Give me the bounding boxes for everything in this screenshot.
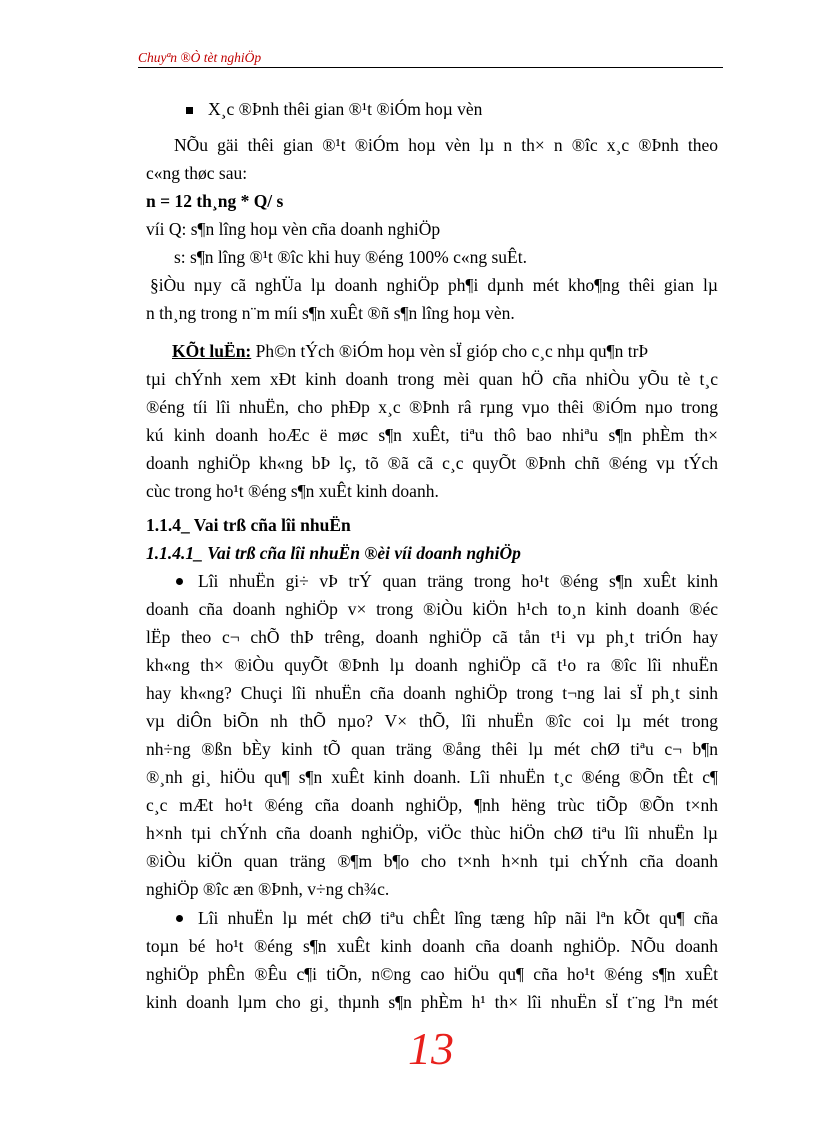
where-line-1: víi Q: s¶n lîng hoµ vèn cña doanh nghiÖp — [146, 219, 441, 239]
header-divider — [138, 67, 723, 68]
paragraph-4-line-8: ®¸nh gi¸ hiÖu qu¶ s¶n xuÊt kinh doanh. Lîi nhuËn t¸c ®éng ®Õn tÊt c¶ — [146, 767, 718, 787]
header-title: Chuyªn ®Ò tèt nghiÖp — [138, 50, 262, 65]
paragraph-4-line-7: nh÷ng ®ßn bÈy kinh tÕ quan träng ®ång thêi lµ mét chØ tiªu c¬ b¶n — [146, 739, 718, 759]
round-bullet-icon — [176, 578, 183, 585]
paragraph-4-line-12: nghiÖp ®îc æn ®Þnh, v÷ng ch¾c. — [146, 879, 390, 899]
paragraph-4-line-11: ®iÒu kiÖn quan träng ®¶m b¶o cho t×nh h×nh tµi chÝnh cña doanh — [146, 851, 718, 871]
paragraph-4-line-9: c¸c mÆt ho¹t ®éng cña doanh nghiÖp, ¶nh hëng trùc tiÕp ®Õn t×nh — [146, 795, 718, 815]
conclusion-text: Ph©n tÝch ®iÓm hoµ vèn sÏ gióp cho c¸c nhµ qu¶n trÞ — [251, 341, 649, 361]
square-bullet-icon — [186, 107, 193, 114]
where-line-2: s: s¶n lîng ®¹t ®îc khi huy ®éng 100% c«ng suÊt. — [174, 247, 527, 267]
paragraph-4-line-5: hay kh«ng? Chuçi lîi nhuËn cña doanh nghiÖp trong t¬ng lai sÏ ph¸t sinh — [146, 683, 718, 703]
paragraph-5-line-3: nghiÖp phÊn ®Êu c¶i tiÕn, n©ng cao hiÖu qu¶ cña ho¹t ®éng s¶n xuÊt — [146, 964, 718, 984]
conclusion-line-2: tµi chÝnh xem xÐt kinh doanh trong mèi quan hÖ cña nhiÒu yÕu tè t¸c — [146, 369, 718, 389]
paragraph-4-line-1: Lîi nhuËn gi÷ vÞ trÝ quan träng trong ho¹t ®éng s¶n xuÊt kinh — [198, 571, 718, 591]
formula: n = 12 th¸ng * Q/ s — [146, 191, 284, 211]
paragraph-2-line-1: §iÒu nµy cã nghÜa lµ doanh nghiÖp ph¶i dµnh mét kho¶ng thêi gian lµ — [150, 275, 718, 295]
paragraph-1-line-1: NÕu gäi thêi gian ®¹t ®iÓm hoµ vèn lµ n th× n ®îc x¸c ®Þnh theo — [174, 135, 718, 155]
section-bullet-text: X¸c ®Þnh thêi gian ®¹t ®iÓm hoµ vèn — [208, 99, 483, 119]
paragraph-4-line-10: h×nh tµi chÝnh cña doanh nghiÖp, viÖc thùc hiÖn chØ tiªu lîi nhuËn lµ — [146, 823, 718, 843]
conclusion-label: KÕt luËn: — [172, 341, 252, 361]
section-heading: 1.1.4_ Vai trß cña lîi nhuËn — [146, 515, 351, 535]
paragraph-5-line-4: kinh doanh lµm cho gi¸ thµnh s¶n phÈm h¹ th× lîi nhuËn sÏ t¨ng lªn mét — [146, 992, 718, 1012]
conclusion-line-1 — [172, 340, 718, 362]
conclusion-line-3: ®éng tíi lîi nhuËn, cho phÐp x¸c ®Þnh râ rµng vµo thêi ®iÓm nµo trong — [146, 397, 718, 417]
paragraph-5-line-1: Lîi nhuËn lµ mét chØ tiªu chÊt lîng tæng hîp nãi lªn kÕt qu¶ cña — [198, 908, 718, 928]
page-number: 13 — [408, 1023, 454, 1074]
paragraph-4-line-2: doanh cña doanh nghiÖp v× trong ®iÒu kiÖn h¹ch to¸n kinh doanh ®éc — [146, 599, 718, 619]
paragraph-2-line-2: n th¸ng trong n¨m míi s¶n xuÊt ®ñ s¶n lîng hoµ vèn. — [146, 303, 515, 323]
conclusion-line-4: kú kinh doanh hoÆc ë møc s¶n xuÊt, tiªu thô bao nhiªu s¶n phÈm th× — [146, 425, 718, 445]
paragraph-5-line-2: toµn bé ho¹t ®éng s¶n xuÊt kinh doanh cña doanh nghiÖp. NÕu doanh — [146, 936, 718, 956]
page-header — [138, 50, 723, 66]
paragraph-4-line-6: vµ diÔn biÕn nh thÕ nµo? V× thÕ, lîi nhuËn ®îc coi lµ mét trong — [146, 711, 718, 731]
paragraph-4-line-4: kh«ng th× ®iÒu quyÕt ®Þnh lµ doanh nghiÖp cã t¹o ra ®îc lîi nhuËn — [146, 655, 718, 675]
conclusion-line-5: doanh nghiÖp kh«ng bÞ lç, tõ ®ã cã c¸c quyÕt ®Þnh chñ ®éng vµ tÝch — [146, 453, 718, 473]
conclusion-line-6: cùc trong ho¹t ®éng s¶n xuÊt kinh doanh. — [146, 481, 439, 501]
paragraph-1-line-2: c«ng thøc sau: — [146, 163, 248, 183]
round-bullet-icon — [176, 915, 183, 922]
subsection-heading: 1.1.4.1_ Vai trß cña lîi nhuËn ®èi víi doanh nghiÖp — [146, 543, 521, 563]
paragraph-4-line-3: lËp theo c¬ chÕ thÞ trêng, doanh nghiÖp cã tån t¹i vµ ph¸t triÓn hay — [146, 627, 718, 647]
